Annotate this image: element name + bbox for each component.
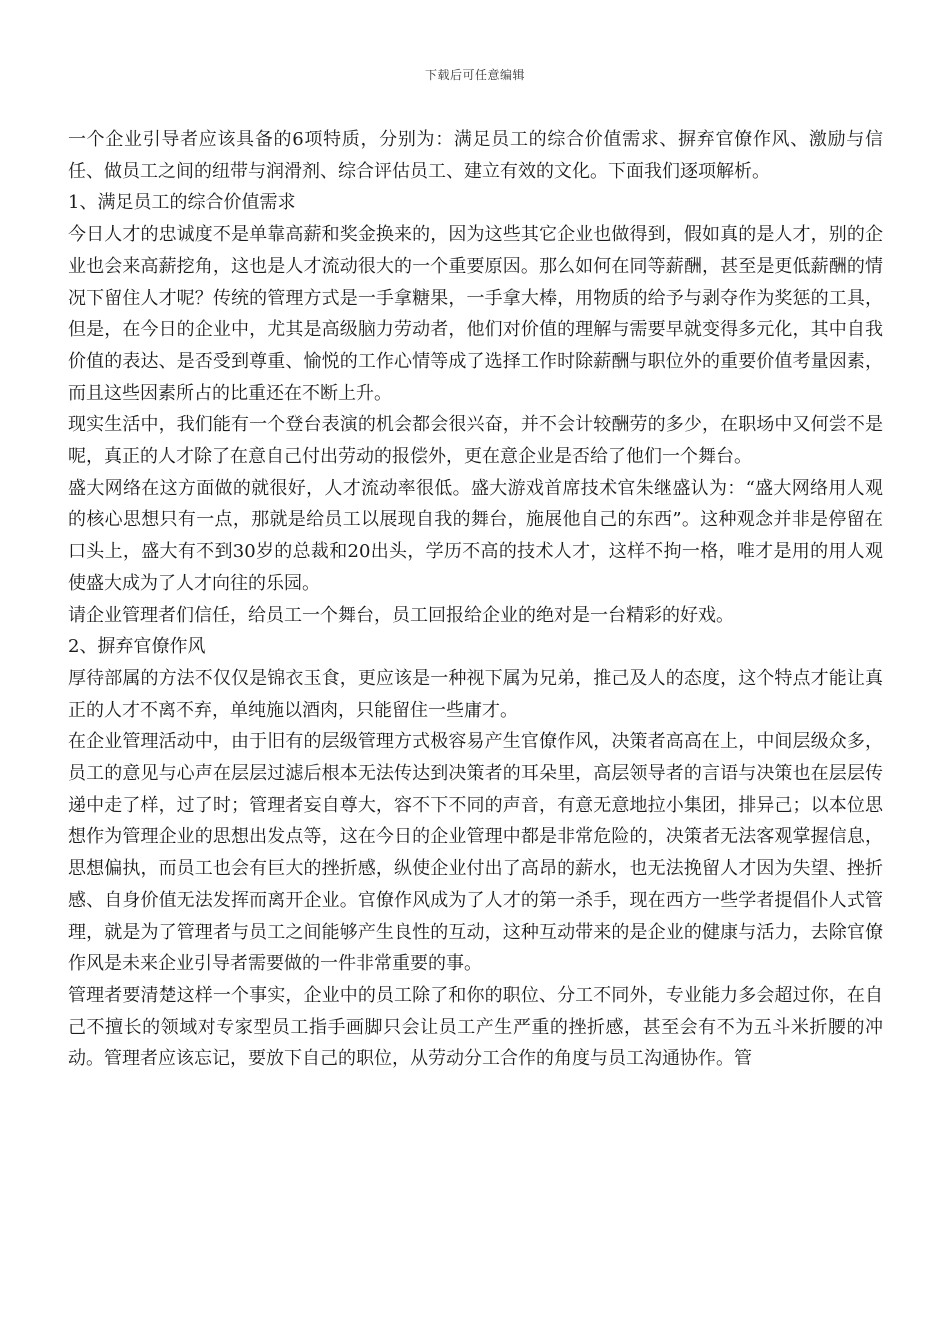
document-body [68,124,883,1075]
paragraph-managers: 管理者要清楚这样一个事实，企业中的员工除了和你的职位、分工不同外，专业能力多会超过你，在自己不擅长的领域对专家型员工指手画脚只会让员工产生严重的挫折感，甚至会有不为五斗米折腰的冲动。管理者应该忘记，要放下自己的职位，从劳动分工合作的角度与员工沟通协作。管 [68,984,883,1070]
section-heading-1: 1、满足员工的综合价值需求 [68,192,296,214]
paragraph-bureaucracy: 在企业管理活动中，由于旧有的层级管理方式极容易产生官僚作风，决策者高高在上，中间层级众多，员工的意见与心声在层层过滤后根本无法传达到决策者的耳朵里，高层领导者的言语与决策也在层层传递中走了样，过了时；管理者妄自尊大，容不下不同的声音，有意无意地拉小集团，排异己；以本位思想作为管理企业的思想出发点等，这在今日的企业管理中都是非常危险的，决策者无法客观掌握信息，思想偏执，而员工也会有巨大的挫折感，纵使企业付出了高昂的薪水，也无法挽留人才因为失望、挫折感、自身价值无法发挥而离开企业。官僚作风成为了人才的第一杀手，现在西方一些学者提倡仆人式管理，就是为了管理者与员工之间能够产生良性的互动，这种互动带来的是企业的健康与活力，去除官僚作风是未来企业引导者需要做的一件非常重要的事。 [68,731,883,975]
paragraph-shanda: 盛大网络在这方面做的就很好，人才流动率很低。盛大游戏首席技术官朱继盛认为：“盛大网络用人观的核心思想只有一点，那就是给员工以展现自我的舞台，施展他自己的东西”。这种观念并非是停留在口头上，盛大有不到30岁的总裁和20出头，学历不高的技术人才，这样不拘一格，唯才是用的用人观使盛大成为了人才向往的乐园。 [68,477,883,594]
section-heading-2: 2、摒弃官僚作风 [68,636,206,658]
paragraph-treatment: 厚待部属的方法不仅仅是锦衣玉食，更应该是一种视下属为兄弟，推己及人的态度，这个特点才能让真正的人才不离不弃，单纯施以酒肉，只能留住一些庸才。 [68,667,883,721]
header-note: 下载后可任意编辑 [424,68,525,82]
paragraph-loyalty: 今日人才的忠诚度不是单靠高薪和奖金换来的，因为这些其它企业也做得到，假如真的是人才，别的企业也会来高薪挖角，这也是人才流动很大的一个重要原因。那么如何在同等薪酬，甚至是更低薪酬的情况下留住人才呢？传统的管理方式是一手拿糖果，一手拿大棒，用物质的给予与剥夺作为奖惩的工具，但是，在今日的企业中，尤其是高级脑力劳动者，他们对价值的理解与需要早就变得多元化，其中自我价值的表达、是否受到尊重、愉悦的工作心情等成了选择工作时除薪酬与职位外的重要价值考量因素，而且这些因素所占的比重还在不断上升。 [68,224,883,404]
paragraph-stage: 现实生活中，我们能有一个登台表演的机会都会很兴奋，并不会计较酬劳的多少，在职场中又何尝不是呢，真正的人才除了在意自己付出劳动的报偿外，更在意企业是否给了他们一个舞台。 [68,414,883,468]
paragraph-trust: 请企业管理者们信任，给员工一个舞台，员工回报给企业的绝对是一台精彩的好戏。 [68,604,734,626]
paragraph-intro: 一个企业引导者应该具备的6项特质，分别为：满足员工的综合价值需求、摒弃官僚作风、激励与信任、做员工之间的纽带与润滑剂、综合评估员工、建立有效的文化。下面我们逐项解析。 [68,129,883,182]
